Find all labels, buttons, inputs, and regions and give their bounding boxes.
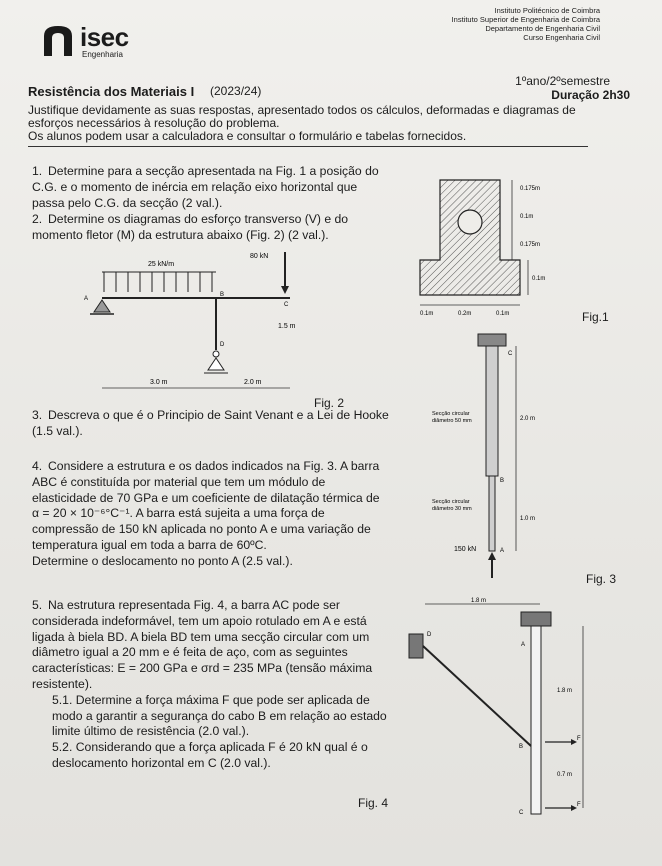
fig2-point-B: B <box>220 292 225 298</box>
figure-4-label: Fig. 4 <box>358 796 389 810</box>
question-4 <box>32 459 392 570</box>
question-number: 4. <box>32 459 43 473</box>
course-title: Resistência dos Materiais I <box>28 84 195 99</box>
isec-logo-icon <box>40 22 76 58</box>
fig1-dim: 0.175m <box>520 242 541 248</box>
institution-line: Departamento de Engenharia Civil <box>485 24 600 33</box>
question-number: 1. <box>32 164 43 178</box>
question-3 <box>32 408 402 440</box>
fig4-top-dim: 1.8 m <box>471 598 487 604</box>
question-text: Considere a estrutura e os dados indicados na Fig. 3. A barra ABC é constituída por material que tem um módulo de elasticidade de 70 GPa e um coeficiente de dilatação térmica de <box>32 459 380 505</box>
instructions-text: Justifique devidamente as suas respostas, apresentado todos os cálculos, deformadas e diagramas de esforços necessários à resolução do problema. <box>28 103 576 130</box>
question-text: Considerando que a força aplicada F é 20 kN qual é o deslocamento horizontal em C (2.0 val.). <box>52 740 368 770</box>
fig3-length-1: 2.0 m <box>520 416 536 422</box>
fig1-dim: 0.1m <box>420 311 434 317</box>
institution-block <box>452 6 600 42</box>
fig4-height-2: 0.7 m <box>557 772 573 778</box>
fig3-length-2: 1.0 m <box>520 516 536 522</box>
question-number: 5. <box>32 598 43 612</box>
question-number: 3. <box>32 408 43 422</box>
fig2-point-A: A <box>84 296 89 302</box>
fig1-dim: 0.2m <box>458 311 472 317</box>
instructions <box>28 104 588 143</box>
fig4-point-D: D <box>427 632 432 638</box>
question-text: Determine a força máxima F que pode ser aplicada de modo a garantir a segurança do cabo B em relação ao estado limite último de resistência (2.0 val.). <box>52 692 387 739</box>
fig3-point-B: B <box>500 478 505 484</box>
fig4-height-1: 1.8 m <box>557 688 573 694</box>
subquestion-number: 5.2. <box>52 740 73 755</box>
institution-line: Curso Engenharia Civil <box>523 33 600 42</box>
fig2-height: 1.5 m <box>278 323 296 330</box>
question-2 <box>32 212 392 244</box>
question-text: Determine para a secção apresentada na Fig. 1 a posição do C.G. e o momento de inércia em relação eixo horizontal que passa pelo C.G. da secção (2 val.). <box>32 164 379 210</box>
fig1-dim: 0.1m <box>532 276 546 282</box>
fig4-force-2: F <box>577 802 581 808</box>
institution-line: Instituto Politécnico de Coimbra <box>494 6 600 15</box>
question-5 <box>32 598 392 772</box>
figure-1-section <box>400 150 580 320</box>
fig3-point-A: A <box>500 548 505 554</box>
figure-3-bar <box>430 330 590 580</box>
fig3-section-1: Secção circular <box>432 411 470 417</box>
question-text: Descreva o que é o Principio de Saint Venant e a Lei de Hooke (1.5 val.). <box>32 408 389 438</box>
duration: Duração 2h30 <box>551 88 630 102</box>
question-text: Determine os diagramas do esforço transverso (V) e do momento fletor (M) da estrutura abaixo (Fig. 2) (2 val.). <box>32 212 349 242</box>
logo-text: isec <box>80 22 129 52</box>
figure-3-label: Fig. 3 <box>586 572 617 586</box>
fig3-section-2: Secção circular <box>432 499 470 505</box>
figure-2-beam <box>80 248 320 398</box>
fig4-point-A: A <box>521 642 526 648</box>
fig2-point-C: C <box>284 302 289 308</box>
subquestion-5-1 <box>32 693 392 740</box>
subquestion-5-2 <box>32 740 392 772</box>
figure-4-structure <box>405 596 590 826</box>
institution-line: Instituto Superior de Engenharia de Coimbra <box>451 15 600 24</box>
semester: 1ºano/2ºsemestre <box>515 74 610 88</box>
fig2-length-2: 2.0 m <box>244 379 262 386</box>
fig3-point-C: C <box>508 351 513 357</box>
fig4-point-C: C <box>519 810 524 816</box>
instructions-text-2: Os alunos podem usar a calculadora e consultar o formulário e tabelas fornecidos. <box>28 129 467 143</box>
fig4-point-B: B <box>519 744 524 750</box>
figure-1-label: Fig.1 <box>582 310 609 324</box>
subquestion-number: 5.1. <box>52 692 73 707</box>
fig1-dim: 0.1m <box>520 214 534 220</box>
fig2-length-1: 3.0 m <box>150 379 168 386</box>
fig3-section-1-diam: diâmetro 50 mm <box>432 418 472 424</box>
divider <box>28 146 588 147</box>
logo-subtitle: Engenharia <box>82 50 123 59</box>
fig1-dim: 0.1m <box>496 311 510 317</box>
figure-2-label: Fig. 2 <box>314 396 345 410</box>
fig3-section-2-diam: diâmetro 30 mm <box>432 506 472 512</box>
question-text: α = 20 × 10⁻⁶°C⁻¹. A barra está sujeita a uma força de compressão de 150 kN aplicada no ponto A e uma variação de temperatura igual em toda a barra de 60ºC. <box>32 506 371 552</box>
fig1-dim: 0.175m <box>520 186 541 192</box>
academic-year: (2023/24) <box>210 84 262 98</box>
question-1 <box>32 164 392 211</box>
fig3-force: 150 kN <box>454 546 477 553</box>
question-text: Na estrutura representada Fig. 4, a barra AC pode ser considerada indeformável, tem um apoio rotulado em A e está ligada à biela BD. A biela BD tem uma secção circular com um diâmetro igual a 20 mm e é feita de aço, com as seguintes características: E = 200 GPa e σrd = 235 MPa (tensão máxima resistente). <box>32 598 373 691</box>
fig2-point-load-label: 80 kN <box>250 253 269 260</box>
fig2-load-label: 25 kN/m <box>148 261 175 268</box>
fig2-point-D: D <box>220 342 225 348</box>
question-number: 2. <box>32 212 43 226</box>
fig4-force-1: F <box>577 736 581 742</box>
question-text: Determine o deslocamento no ponto A (2.5 val.). <box>32 553 293 568</box>
